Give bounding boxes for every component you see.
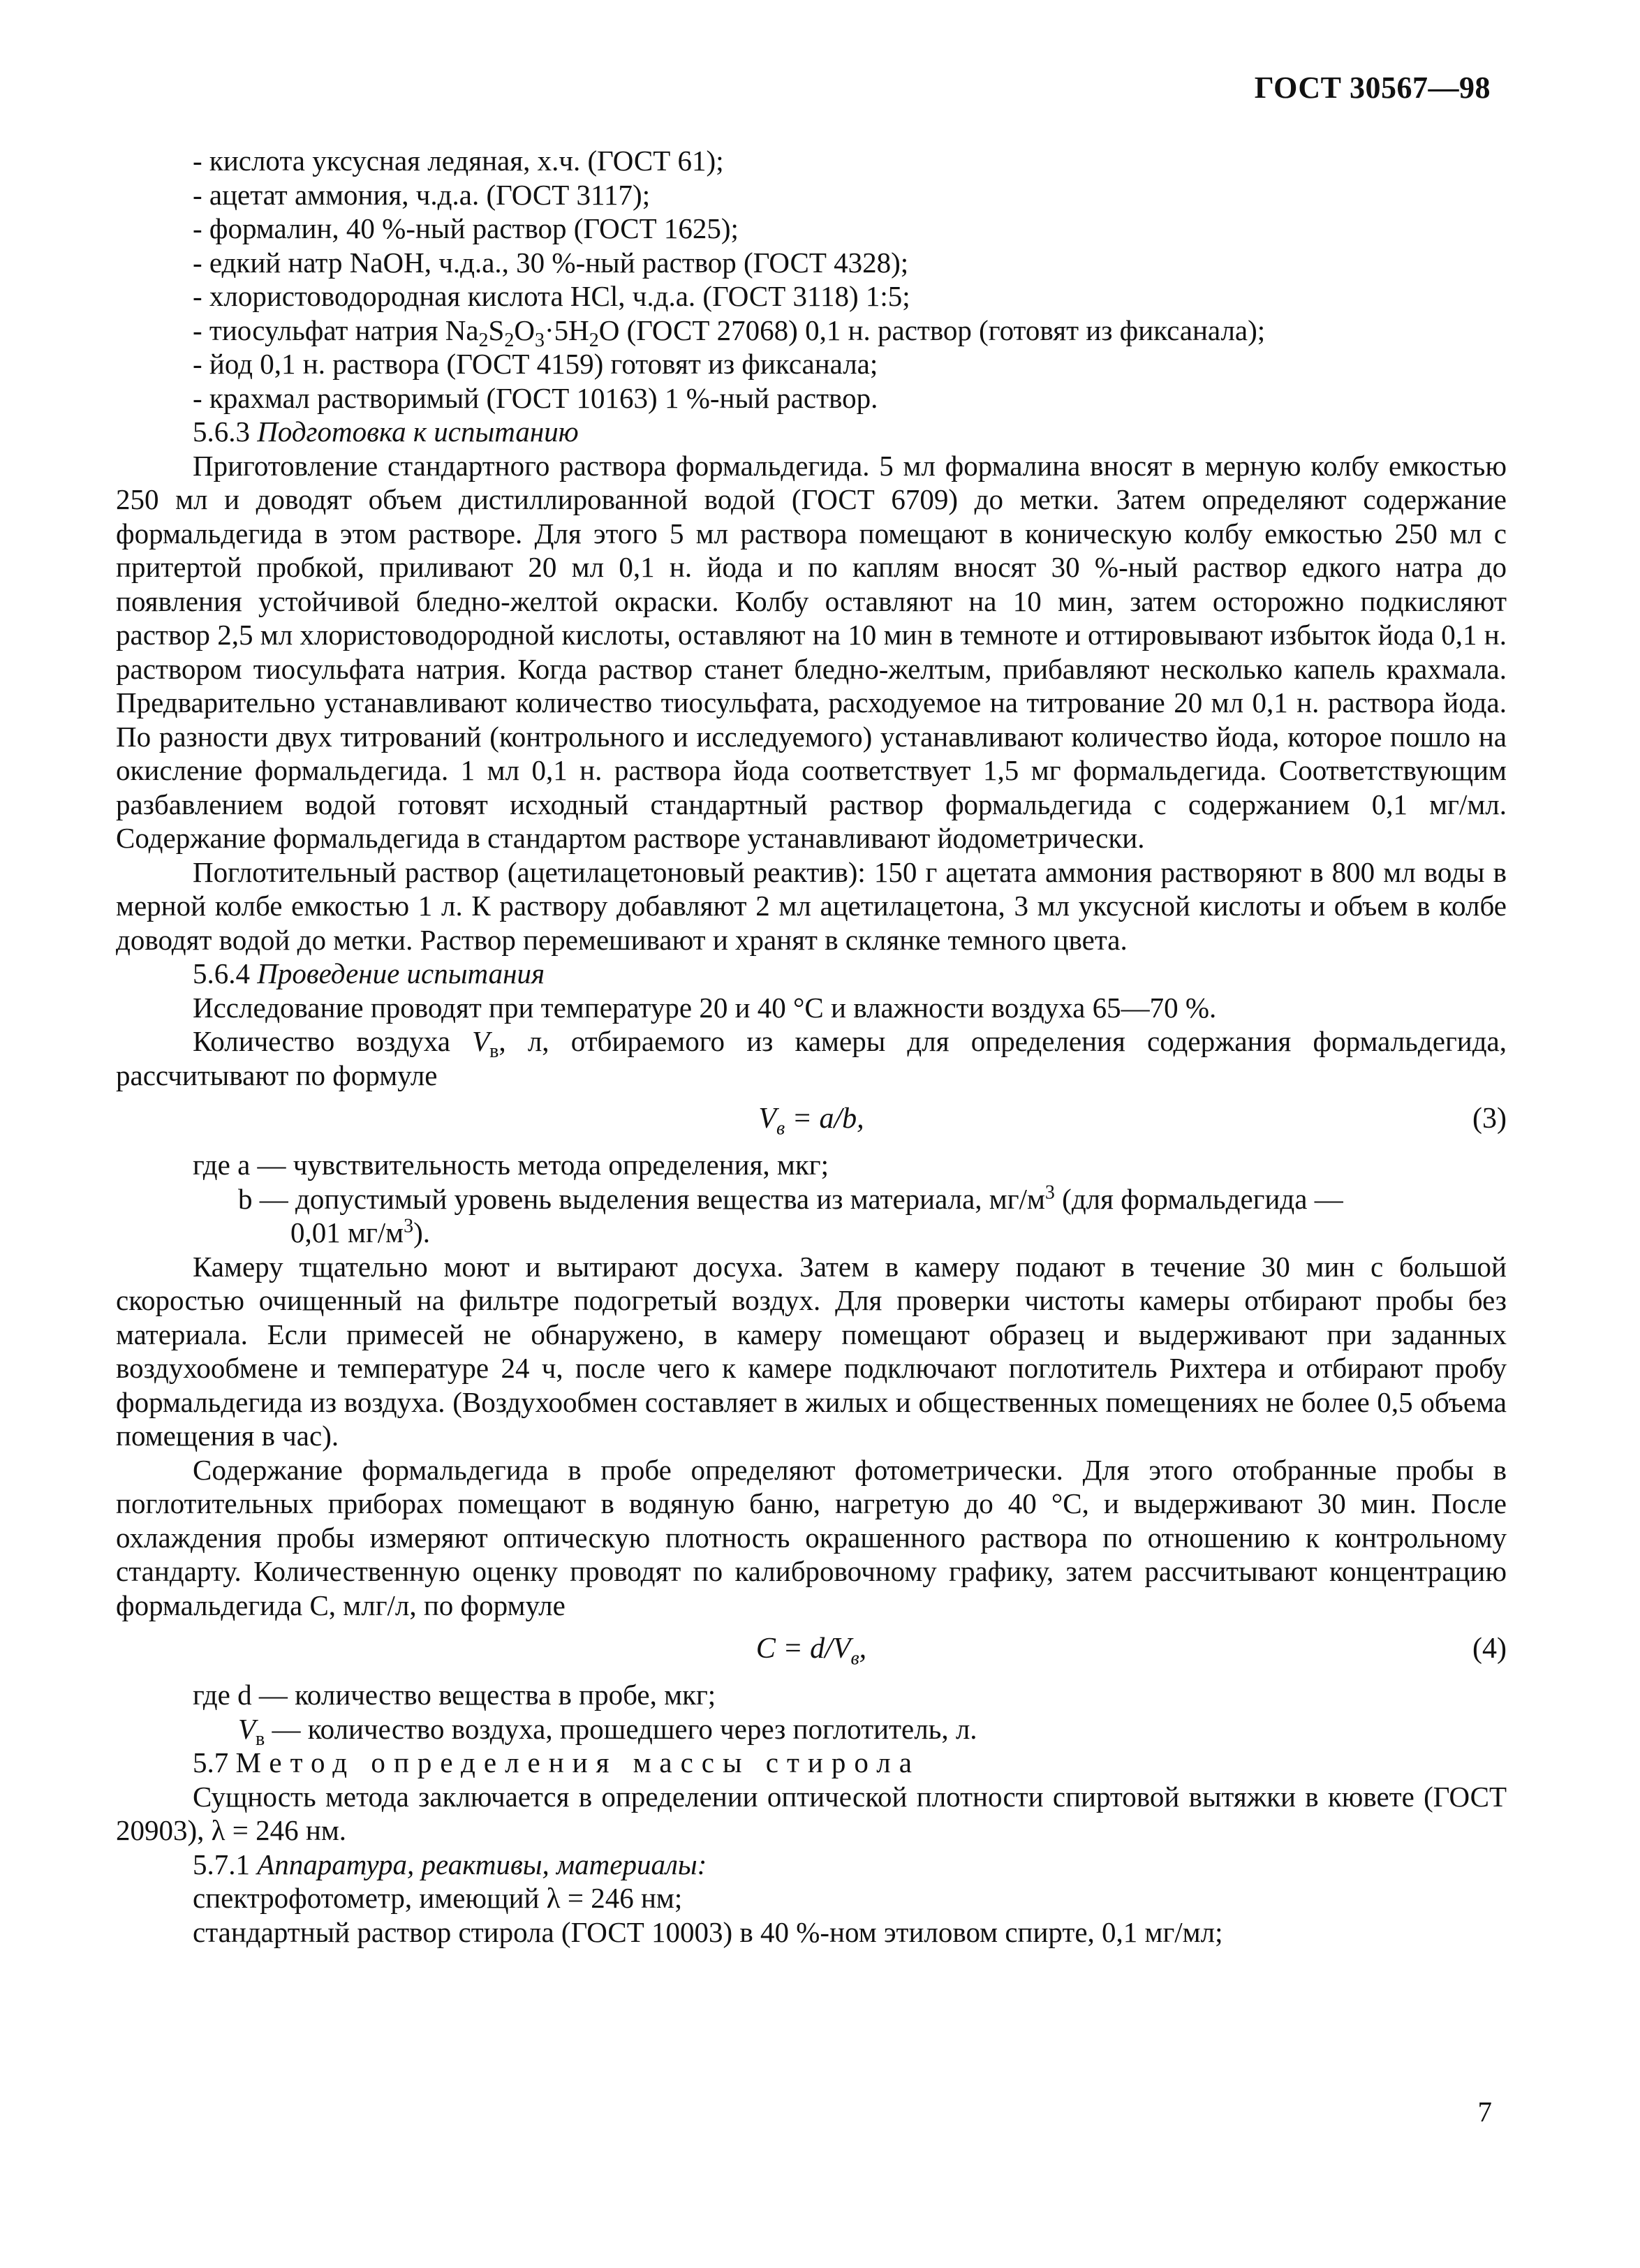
list-item: - крахмал растворимый (ГОСТ 10163) 1 %-ный раствор. (193, 381, 878, 414)
list-item: - йод 0,1 н. раствора (ГОСТ 4159) готовят из фиксанала; (193, 348, 878, 380)
paragraph-chamber: Камеру тщательно моют и вытирают досуха. Затем в камеру подают в течение 30 мин с большой скоростью очищенный на фильтре подогретый воздух. Для проверки чистоты камеры отбирают пробы без материала. Если примесей не обнаружено, в камеру помещают образец и выдерживают при заданных воздухообмене и температуре 24 ч, после чего к камере подключают поглотитель Рихтера и отбирают пробу формальдегида из воздуха. (Воздухообмен составляет в жилых и общественных помещениях не более 0,5 объема помещения в час). (116, 1250, 1507, 1452)
section-heading-5-6-3: 5.6.3 Подготовка к испытанию (193, 415, 579, 448)
paragraph-absorbing-solution: Поглотительный раствор (ацетилацетоновый реактив): 150 г ацетата аммония растворяют в 800 мл воды в мерной колбе емкостью 1 л. К раствору добавляют 2 мл ацетилацетона, 3 мл уксусной кислоты и объем в колбе доводят водой до метки. Раствор перемешивают и хранят в склянке темного цвета. (116, 855, 1507, 956)
formula-3-legend-b-cont: 0,01 $мг/м^3$). (290, 1215, 431, 1249)
formula-4 (116, 1629, 1507, 1671)
formula-3-number: (3) (1472, 1103, 1507, 1135)
formula-4-expression: $C = d/V_в$, (755, 1633, 867, 1670)
document-header: ГОСТ 30567—98 (1254, 71, 1491, 105)
formula-3 (116, 1099, 1507, 1141)
page-number: 7 (1477, 2096, 1492, 2128)
equipment-item: спектрофотометр, имеющий λ = 246 нм; (193, 1882, 683, 1914)
list-item: - ацетат аммония, ч.д.а. (ГОСТ 3117); (193, 178, 651, 211)
section-heading-5-7: 5.7 Метод определения массы стирола (193, 1746, 920, 1779)
list-item-thiosulfate: - тиосульфат натрия $Na_2S_2O_3\cdot 5H_2O$ (ГОСТ 27068) 0,1 н. раствор (готовят из фиксанала); (193, 314, 1266, 351)
section-heading-5-6-4: 5.6.4 Проведение испытания (193, 957, 545, 989)
formula-3-legend-b: b — допустимый уровень выделения вещества из материала, $мг/м^3$ (для формальдегида — (238, 1181, 1343, 1215)
paragraph-photometry: Содержание формальдегида в пробе определяют фотометрически. Для этого отобранные пробы в поглотительных приборах помещают в водяную баню, нагретую до 40 °С, и выдерживают 30 мин. После охлаждения пробы измеряют оптическую плотность окрашенного раствора по отношению к контрольному стандарту. Количественную оценку проводят по калибровочному графику, затем рассчитывают концентрацию формальдегида С, млг/л, по формуле (116, 1453, 1507, 1621)
formula-4-number: (4) (1472, 1633, 1507, 1665)
list-item: - хлористоводородная кислота HCl, ч.д.а. (ГОСТ 3118) 1:5; (193, 280, 910, 312)
section-heading-5-7-1: 5.7.1 Аппаратура, реактивы, материалы: (193, 1848, 707, 1880)
equipment-item: стандартный раствор стирола (ГОСТ 10003) в 40 %-ном этиловом спирте, 0,1 мг/мл; (193, 1915, 1223, 1948)
list-item: - едкий натр NaOH, ч.д.а., 30 %-ный раствор (ГОСТ 4328); (193, 246, 909, 279)
paragraph-air-volume: Количество воздуха $V_в$, л, отбираемого из камеры для определения содержания формальдегида, рассчитывают по формуле (116, 1025, 1507, 1091)
list-item: - кислота уксусная ледяная, х.ч. (ГОСТ 61); (193, 145, 724, 177)
list-item: - формалин, 40 %-ный раствор (ГОСТ 1625); (193, 212, 739, 244)
formula-4-legend-d: где d — количество вещества в пробе, мкг; (193, 1679, 716, 1711)
paragraph-standard-solution: Приготовление стандартного раствора формальдегида. 5 мл формалина вносят в мерную колбу емкостью 250 мл и доводят объем дистиллированной водой (ГОСТ 6709) до метки. Затем определяют содержание формальдегида в этом растворе. Для этого 5 мл раствора помещают в коническую колбу емкостью 250 мл с притертой пробкой, приливают 20 мл 0,1 н. йода и по каплям вносят 30 %-ный раствор едкого натра до появления устойчивой бледно-желтой окраски. Колбу оставляют на 10 мин, затем осторожно подкисляют раствор 2,5 мл хлористоводородной кислоты, оставляют на 10 мин в темноте и оттировывают избыток йода 0,1 н. раствором тиосульфата натрия. Когда раствор станет бледно-желтым, прибавляют несколько капель крахмала. Предварительно устанавливают количество тиосульфата, расходуемое на титрование 20 мл 0,1 н. раствора йода. По разности двух титрований (контрольного и исследуемого) устанавливают количество йода, которое пошло на окисление формальдегида. 1 мл 0,1 н. раствора йода соответствует 1,5 мг формальдегида. Соответствующим разбавлением водой готовят исходный стандартный раствор формальдегида с содержанием 0,1 мг/мл. Содержание формальдегида в стандартом растворе устанавливают йодометрически. (116, 449, 1507, 854)
paragraph-test-conditions: Исследование проводят при температуре 20 и 40 °С и влажности воздуха 65—70 %. (193, 991, 1217, 1024)
formula-3-expression: $V_в = a/b$, (758, 1103, 864, 1140)
paragraph-styrene-method: Сущность метода заключается в определении оптической плотности спиртовой вытяжки в кювете (ГОСТ 20903), λ = 246 нм. (116, 1780, 1507, 1846)
page-body (116, 144, 1507, 1949)
formula-4-legend-v: $V_в$ — количество воздуха, прошедшего через поглотитель, л. (238, 1712, 977, 1750)
formula-3-legend-a: где a — чувствительность метода определения, мкг; (193, 1149, 829, 1181)
